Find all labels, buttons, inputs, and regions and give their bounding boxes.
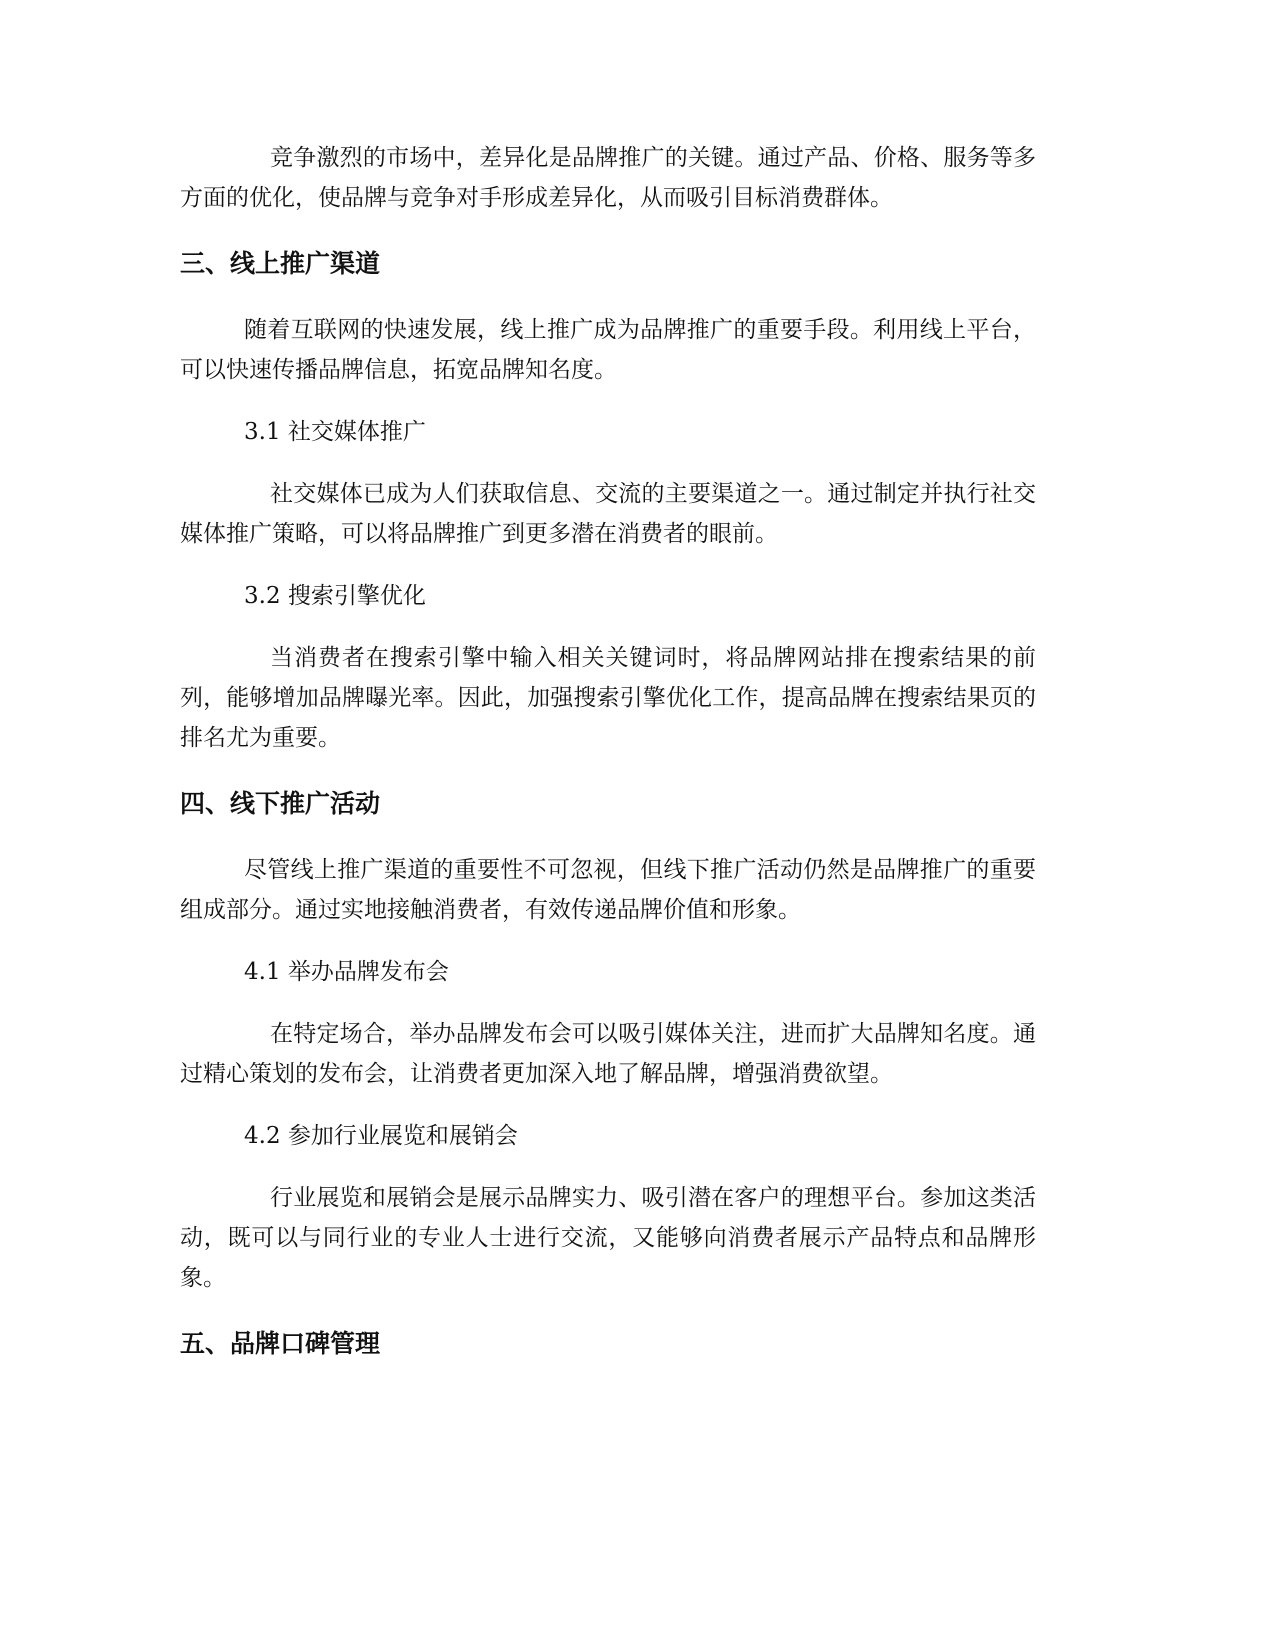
section-heading-offline-activities: 四、线下推广活动 (180, 789, 381, 818)
subsection-heading-trade-shows: 4.2 参加行业展览和展销会 (244, 1123, 518, 1149)
document-page (180, 138, 1036, 1364)
subsection-heading-social-media: 3.1 社交媒体推广 (244, 419, 426, 445)
paragraph-differentiation: 竞争激烈的市场中，差异化是品牌推广的关键。通过产品、价格、服务等多方面的优化，使品牌与竞争对手形成差异化，从而吸引目标消费群体。 (180, 145, 1036, 211)
paragraph-seo: 当消费者在搜索引擎中输入相关关键词时，将品牌网站排在搜索结果的前列，能够增加品牌曝光率。因此，加强搜索引擎优化工作，提高品牌在搜索结果页的排名尤为重要。 (180, 645, 1036, 751)
subsection-heading-seo: 3.2 搜索引擎优化 (244, 583, 426, 609)
paragraph-social-media: 社交媒体已成为人们获取信息、交流的主要渠道之一。通过制定并执行社交媒体推广策略，可以将品牌推广到更多潜在消费者的眼前。 (180, 481, 1036, 547)
subsection-heading-launch-event: 4.1 举办品牌发布会 (244, 959, 449, 985)
paragraph-online-intro: 随着互联网的快速发展，线上推广成为品牌推广的重要手段。利用线上平台，可以快速传播品牌信息，拓宽品牌知名度。 (180, 317, 1036, 383)
paragraph-offline-intro: 尽管线上推广渠道的重要性不可忽视，但线下推广活动仍然是品牌推广的重要组成部分。通过实地接触消费者，有效传递品牌价值和形象。 (180, 857, 1036, 923)
section-heading-reputation-management: 五、品牌口碑管理 (180, 1329, 381, 1358)
paragraph-trade-shows: 行业展览和展销会是展示品牌实力、吸引潜在客户的理想平台。参加这类活动，既可以与同行业的专业人士进行交流，又能够向消费者展示产品特点和品牌形象。 (180, 1185, 1036, 1291)
paragraph-launch-event: 在特定场合，举办品牌发布会可以吸引媒体关注，进而扩大品牌知名度。通过精心策划的发布会，让消费者更加深入地了解品牌，增强消费欲望。 (180, 1021, 1036, 1087)
section-heading-online-channels: 三、线上推广渠道 (180, 249, 381, 278)
